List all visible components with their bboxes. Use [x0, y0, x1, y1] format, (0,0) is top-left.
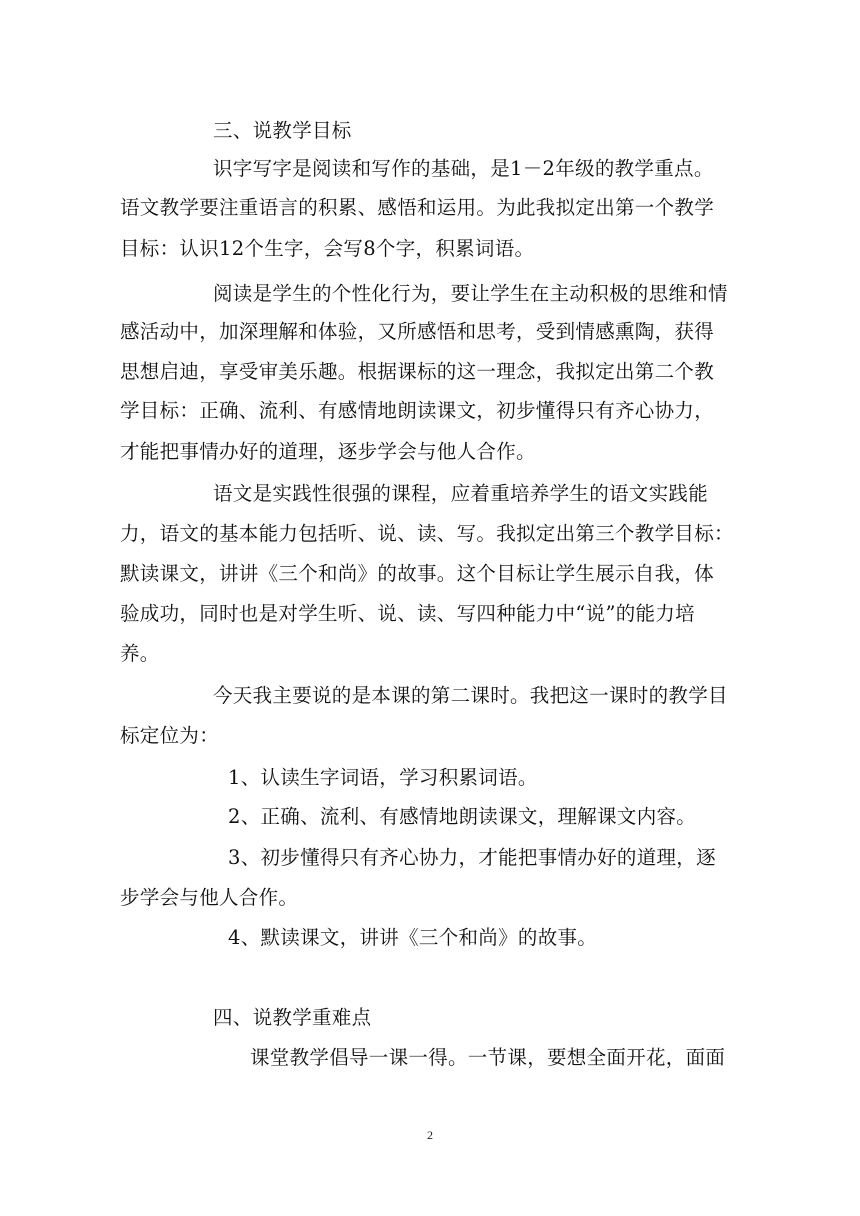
paragraph-line: 感活动中，加深理解和体验，又所感悟和思考，受到情感熏陶，获得 — [120, 320, 715, 343]
paragraph-line: 学目标：正确、流利、有感情地朗读课文，初步懂得只有齐心协力， — [120, 399, 715, 422]
paragraph-line: 思想启迪，享受审美乐趣。根据课标的这一理念，我拟定出第二个教 — [120, 360, 715, 383]
goal-list-item: 4、默读课文，讲讲《三个和尚》的故事。 — [228, 926, 598, 949]
goal-list-item: 1、认读生字词语，学习积累词语。 — [228, 766, 538, 789]
paragraph-line: 标定位为： — [120, 724, 220, 747]
goal-list-item: 3、初步懂得只有齐心协力，才能把事情办好的道理，逐 — [228, 846, 716, 869]
paragraph-line: 默读课文，讲讲《三个和尚》的故事。这个目标让学生展示自我，体 — [120, 562, 715, 585]
paragraph-line: 才能把事情办好的道理，逐步学会与他人合作。 — [120, 440, 536, 463]
goal-list-item-continued: 步学会与他人合作。 — [120, 886, 299, 909]
paragraph-line: 养。 — [120, 642, 160, 665]
paragraph-line: 语文是实践性很强的课程，应着重培养学生的语文实践能 — [213, 482, 709, 505]
page-number: 2 — [427, 1128, 433, 1142]
paragraph-line: 识字写字是阅读和写作的基础，是1－2年级的教学重点。 — [213, 157, 714, 180]
section-heading-key-difficulties: 四、说教学重难点 — [213, 1006, 372, 1029]
paragraph-line: 力，语文的基本能力包括听、说、读、写。我拟定出第三个教学目标： — [120, 522, 734, 545]
paragraph-line: 今天我主要说的是本课的第二课时。我把这一课时的教学目 — [213, 684, 728, 707]
section-heading-teaching-goals: 三、说教学目标 — [213, 119, 352, 142]
paragraph-line: 阅读是学生的个性化行为，要让学生在主动积极的思维和情 — [213, 282, 728, 305]
paragraph-line: 课堂教学倡导一课一得。一节课，要想全面开花，面面 — [250, 1046, 726, 1069]
paragraph-line: 验成功，同时也是对学生听、说、读、写四种能力中“说”的能力培 — [120, 602, 695, 625]
paragraph-line: 目标：认识12个生字，会写8个字，积累词语。 — [120, 237, 535, 260]
paragraph-line: 语文教学要注重语言的积累、感悟和运用。为此我拟定出第一个教学 — [120, 196, 715, 219]
goal-list-item: 2、正确、流利、有感情地朗读课文，理解课文内容。 — [228, 805, 697, 828]
